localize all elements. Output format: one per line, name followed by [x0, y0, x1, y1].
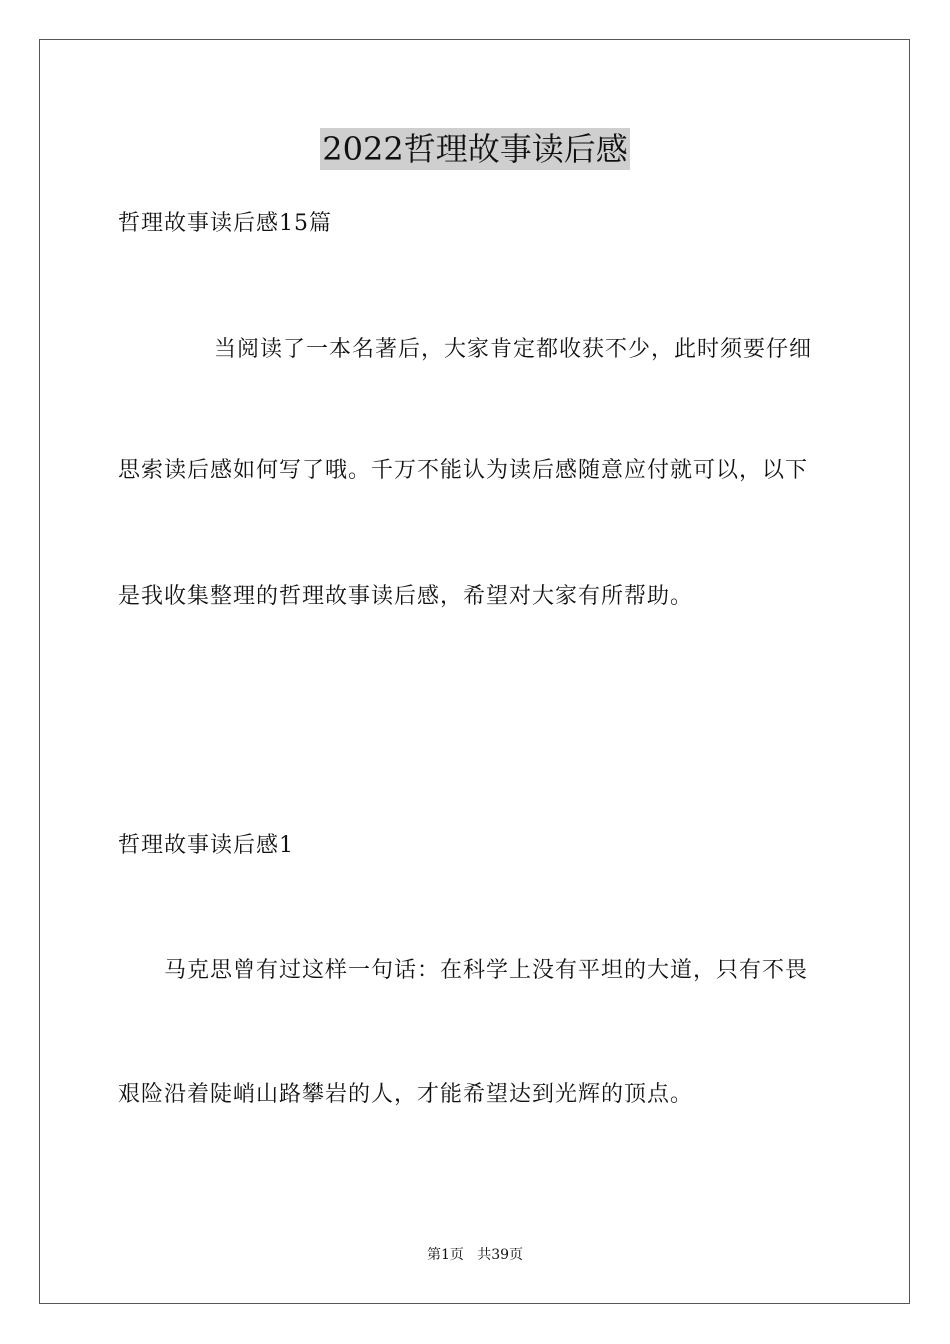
section-heading: 哲理故事读后感1: [118, 833, 294, 858]
intro-paragraph-line-1: 当阅读了一本名著后，大家肯定都收获不少，此时须要仔细: [214, 337, 813, 362]
page-number-footer: 第1页 共39页: [426, 1247, 524, 1263]
section-paragraph-line-2: 艰险沿着陡峭山路攀岩的人，才能希望达到光辉的顶点。: [118, 1082, 694, 1107]
intro-paragraph-line-3: 是我收集整理的哲理故事读后感，希望对大家有所帮助。: [118, 584, 694, 609]
title-container: [0, 128, 950, 170]
document-subtitle: 哲理故事读后感15篇: [118, 211, 332, 236]
document-title: 2022哲理故事读后感: [322, 130, 628, 168]
section-paragraph-line-1: 马克思曾有过这样一句话：在科学上没有平坦的大道，只有不畏: [164, 958, 809, 983]
intro-paragraph-line-2: 思索读后感如何写了哦。千万不能认为读后感随意应付就可以，以下: [118, 458, 809, 483]
